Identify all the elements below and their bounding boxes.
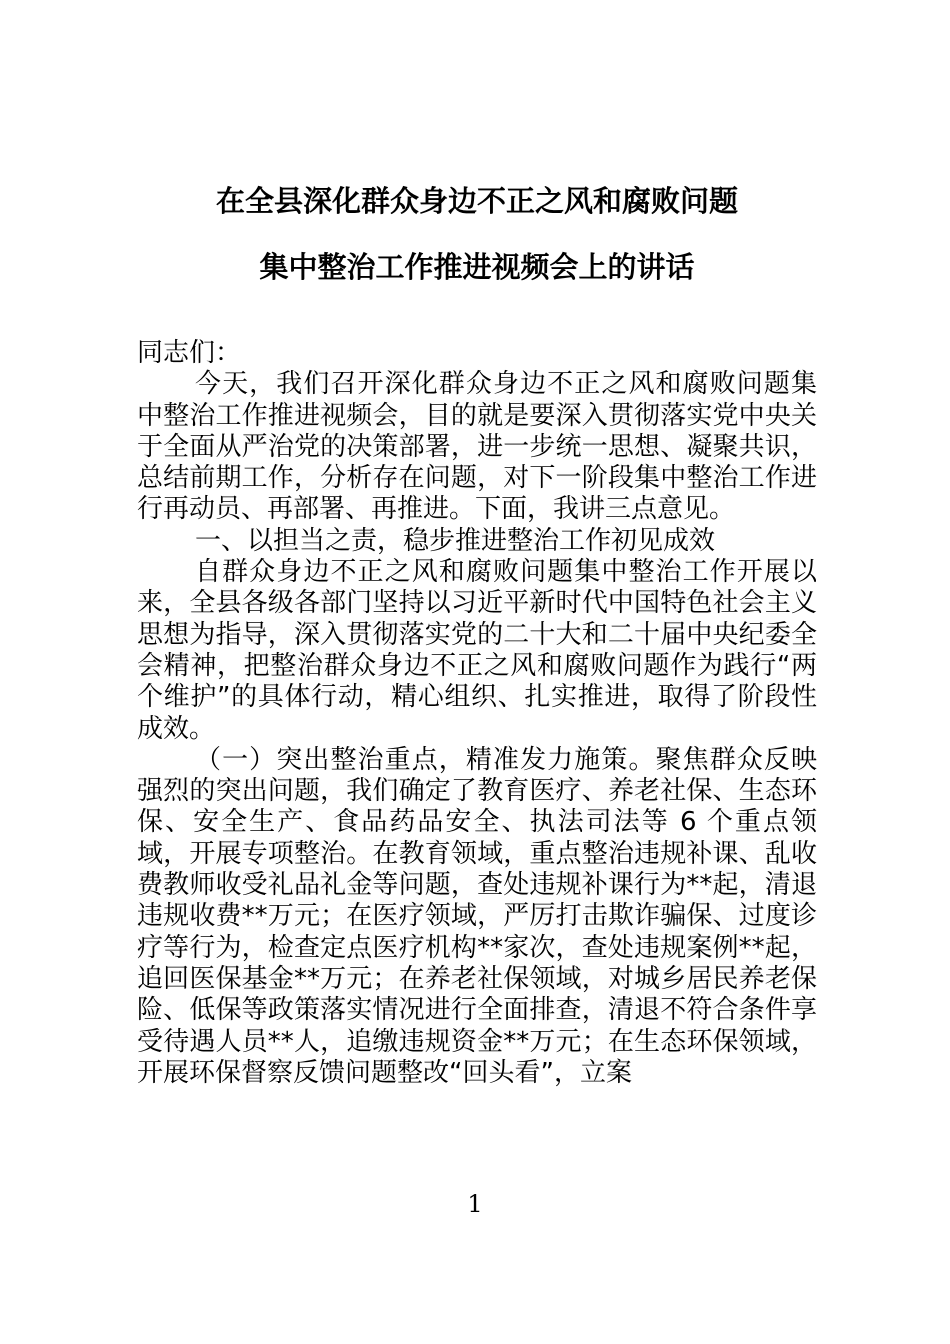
salutation: 同志们： — [137, 338, 242, 368]
document-title — [137, 168, 817, 300]
top-margin-spacer — [137, 0, 817, 168]
document-title-line-1: 在全县深化群众身边不正之风和腐败问题 — [215, 184, 738, 218]
page-number: 1 — [467, 1190, 483, 1218]
document-body — [137, 0, 817, 1089]
paragraph-background: 自群众身边不正之风和腐败问题集中整治工作开展以来，全县各级各部门坚持以习近平新时代中国特色社会主义思想为指导，深入贯彻落实党的二十大和二十届中央纪委全会精神，把整治群众身边不正之风和腐败问题作为践行“两个维护”的具体行动，精心组织、扎实推进，取得了阶段性成效。 — [137, 557, 817, 744]
document-title-line-2: 集中整治工作推进视频会上的讲话 — [259, 250, 695, 284]
title-body-gap — [137, 300, 817, 338]
paragraph-opening: 今天，我们召开深化群众身边不正之风和腐败问题集中整治工作推进视频会，目的就是要深入贯彻落实党中央关于全面从严治党的决策部署，进一步统一思想、凝聚共识，总结前期工作，分析存在问题，对下一阶段集中整治工作进行再动员、再部署、再推进。下面，我讲三点意见。 — [137, 369, 817, 525]
section-heading-one: 一、以担当之责，稳步推进整治工作初见成效 — [195, 525, 716, 556]
paragraph-subsection-one: （一）突出整治重点，精准发力施策。聚焦群众反映强烈的突出问题，我们确定了教育医疗、养老社保、生态环保、安全生产、食品药品安全、执法司法等 6 个重点领域，开展专项整治。在教育领域，重点整治违规补课、乱收费教师收受礼品礼金等问题，查处违规补课行为**起，清退违规收费**万元；在医疗领域，严厉打击欺诈骗保、过度诊疗等行为，检查定点医疗机构**家次，查处违规案例**起，追回医保基金**万元；在养老社保领域，对城乡居民养老保险、低保等政策落实情况进行全面排查，清退不符合条件享受待遇人员**人，追缴违规资金**万元；在生态环保领域，开展环保督察反馈问题整改“回头看”，立案 — [137, 744, 817, 1088]
